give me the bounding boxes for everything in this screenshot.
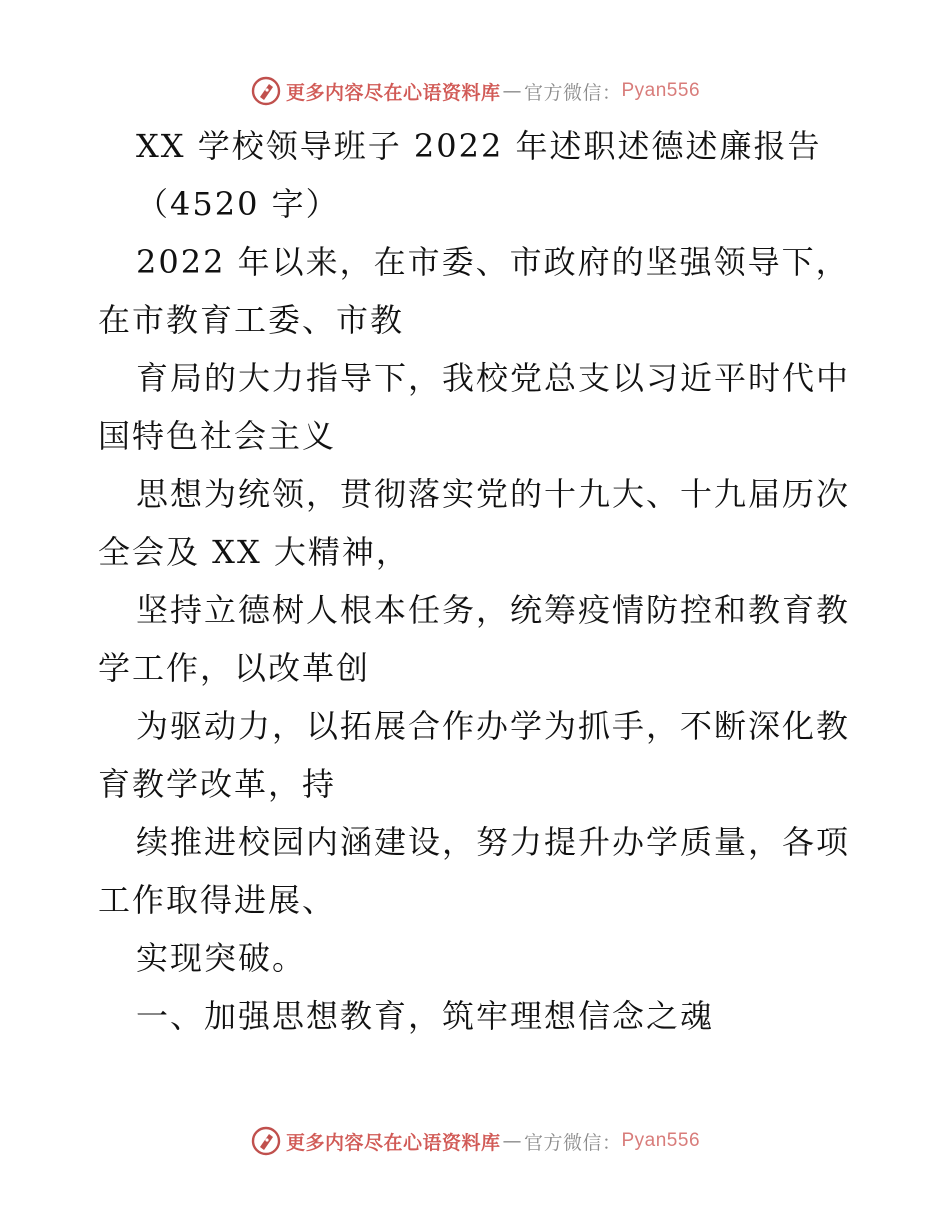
banner-wechat-label: 官方微信： (523, 1131, 622, 1154)
banner-wechat-id: Pyan556 (621, 1130, 701, 1151)
paragraph-line: 续推进校园内涵建设，努力提升办学质量，各项 (136, 823, 851, 861)
paragraph-line: 学工作，以改革创 (98, 649, 371, 687)
pen-nib-logo-icon (250, 1125, 282, 1157)
document-word-count: （4520 字） (136, 185, 340, 223)
footer-watermark-banner (0, 1124, 950, 1158)
banner-brand-text: 更多内容尽在心语资料库 (285, 1131, 501, 1154)
paragraph-line: 全会及 XX 大精神， (98, 533, 410, 571)
paragraph-line: 2022 年以来，在市委、市政府的坚强领导下， (136, 243, 850, 281)
pen-nib-logo-icon (250, 75, 282, 107)
paragraph-line: 为驱动力，以拓展合作办学为抓手，不断深化教 (136, 707, 851, 745)
paragraph-line: 思想为统领，贯彻落实党的十九大、十九届历次 (136, 475, 851, 513)
paragraph-line: 在市教育工委、市教 (98, 301, 405, 339)
document-body (98, 124, 858, 1052)
banner-dash: — (502, 80, 522, 102)
banner-dash: — (502, 1130, 522, 1152)
paragraph-line: 实现突破。 (136, 939, 307, 977)
banner-brand-text: 更多内容尽在心语资料库 (285, 81, 501, 104)
header-watermark-banner (0, 74, 950, 108)
paragraph-line: 坚持立德树人根本任务，统筹疫情防控和教育教 (136, 591, 851, 629)
banner-wechat-label: 官方微信： (523, 81, 622, 104)
section-heading: 一、加强思想教育，筑牢理想信念之魂 (136, 997, 715, 1035)
paragraph-line: 育局的大力指导下，我校党总支以习近平时代中 (136, 359, 851, 397)
document-title: XX 学校领导班子 2022 年述职述德述廉报告 (136, 127, 822, 165)
paragraph-line: 国特色社会主义 (98, 417, 337, 455)
banner-wechat-id: Pyan556 (621, 80, 701, 101)
paragraph-line: 育教学改革，持 (98, 765, 337, 803)
paragraph-line: 工作取得进展、 (98, 881, 337, 919)
